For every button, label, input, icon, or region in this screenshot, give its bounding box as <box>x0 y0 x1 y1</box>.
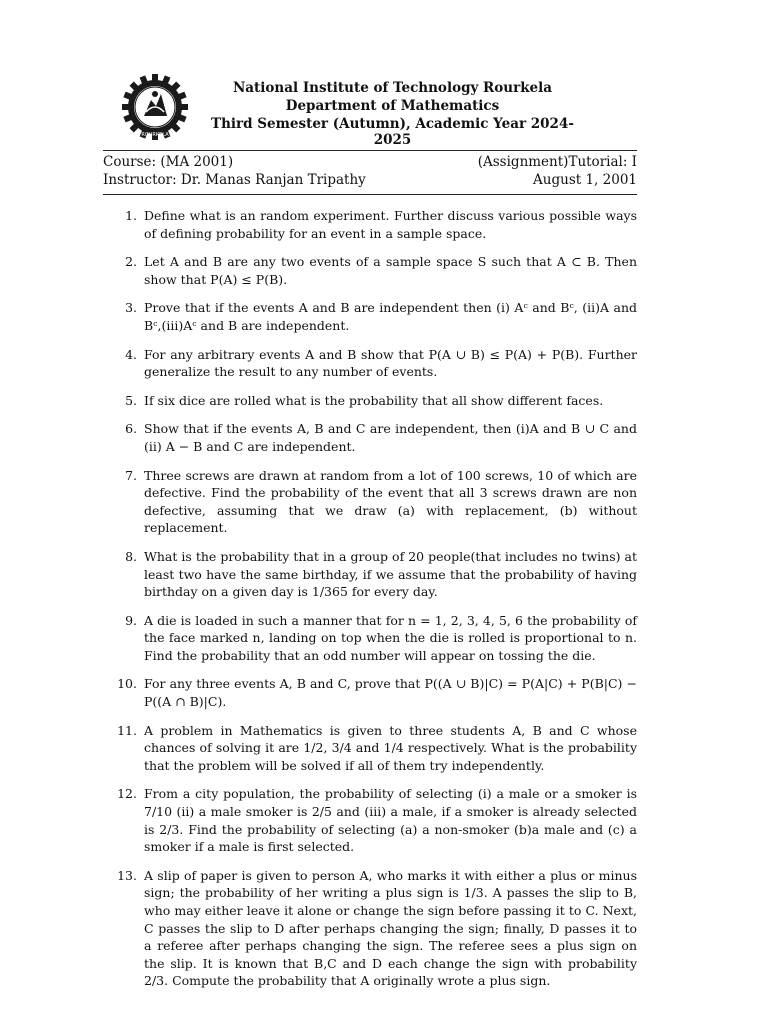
question-text: For any three events A, B and C, prove that P((A ∪ B)|C) = P(A|C) + P(B|C) − P((A ∩ B)|C). <box>144 676 637 710</box>
top-divider <box>103 150 637 151</box>
tutorial-label: (Assignment)Tutorial: I <box>477 154 637 170</box>
question-item <box>103 785 637 855</box>
question-text: Show that if the events A, B and C are independent, then (i)A and B ∪ C and (ii) A − B and C are independent. <box>144 421 637 454</box>
question-number: 5. <box>125 392 137 408</box>
question-text: Three screws are drawn at random from a lot of 100 screws, 10 of which are defective. Find the probability of the event that all 3 screws drawn are non defective, assuming that we draw (a) with replacement, (b) without replacement. <box>144 467 637 536</box>
semester-title: Third Semester (Autumn), Academic Year 2024-2025 <box>211 116 574 148</box>
question-text: For any arbitrary events A and B show that P(A ∪ B) ≤ P(A) + P(B). Further generalize the result to any number of events. <box>144 346 637 380</box>
nit-rourkela-logo-icon <box>120 72 190 142</box>
question-text: If six dice are rolled what is the probability that all show different faces. <box>144 392 604 408</box>
question-item <box>103 612 637 665</box>
assignment-date: August 1, 2001 <box>533 172 637 188</box>
question-number: 4. <box>125 346 137 362</box>
question-text: Define what is an random experiment. Further discuss various possible ways of defining probability for an event in a sample space. <box>144 208 637 241</box>
question-number: 11. <box>117 722 137 738</box>
question-number: 7. <box>125 467 137 483</box>
question-number: 9. <box>125 612 137 628</box>
question-number: 1. <box>125 208 137 223</box>
question-item <box>103 548 637 601</box>
question-number: 13. <box>117 867 137 883</box>
question-list <box>103 207 637 1001</box>
question-item <box>103 467 637 537</box>
question-number: 6. <box>125 421 137 437</box>
question-text: What is the probability that in a group of 20 people(that includes no twins) at least two have the same birthday, if we assume that the probability of having birthday on a given day is 1/365 for every day. <box>144 548 637 600</box>
question-item <box>103 299 637 334</box>
question-text: From a city population, the probability of selecting (i) a male or a smoker is 7/10 (ii) a male smoker is 2/5 and (iii) a male, if a smoker is already selected is 2/3. Find the probability of selecting (a) a non-smoker (b)a male and (c) a smoker if a male is first selected. <box>144 786 637 855</box>
question-text: A slip of paper is given to person A, who marks it with either a plus or minus sign; the probability of her writing a plus sign is 1/3. A passes the slip to B, who may either leave it alone or change the sign before passing it to C. Next, C passes the slip to D after perhaps changing the sign; finally, D passes it to a referee after perhaps changing the sign. The referee sees a plus sign on the slip. It is known that B,C and D each change the sign with probability 2/3. Compute the probability that A originally wrote a plus sign. <box>144 867 637 989</box>
question-item <box>103 675 637 710</box>
question-number: 8. <box>125 548 137 564</box>
question-item <box>103 867 637 990</box>
question-item <box>103 253 637 288</box>
question-text: A problem in Mathematics is given to three students A, B and C whose chances of solving it are 1/2, 3/4 and 1/4 respectively. What is the probability that the problem will be solved if all of them try independently. <box>144 722 637 773</box>
question-item <box>103 722 637 775</box>
question-number: 12. <box>117 786 137 802</box>
institute-name: National Institute of Technology Rourkela <box>232 80 553 96</box>
question-item <box>103 207 637 242</box>
question-item <box>103 420 637 455</box>
question-item <box>103 346 637 381</box>
logo-text: ROURKELA <box>141 132 169 138</box>
course-code: Course: (MA 2001) <box>103 154 234 170</box>
department-name: Department of Mathematics <box>285 98 500 114</box>
question-item <box>103 392 637 410</box>
emblem-graphic <box>120 72 190 142</box>
question-number: 10. <box>117 676 137 692</box>
instructor-name: Instructor: Dr. Manas Ranjan Tripathy <box>103 172 366 188</box>
question-text: Let A and B are any two events of a sample space S such that A ⊂ B. Then show that P(A) ≤ P(B). <box>144 254 637 287</box>
question-text: Prove that if the events A and B are independent then (i) Aᶜ and Bᶜ, (ii)A and Bᶜ,(iii)Aᶜ and B are independent. <box>144 300 637 333</box>
question-number: 2. <box>125 254 137 270</box>
bottom-divider <box>103 194 637 195</box>
question-text: A die is loaded in such a manner that for n = 1, 2, 3, 4, 5, 6 the probability of the face marked n, landing on top when the die is rolled is proportional to n. Find the probability that an odd number will appear on tossing the die. <box>144 612 637 663</box>
question-number: 3. <box>125 300 137 316</box>
